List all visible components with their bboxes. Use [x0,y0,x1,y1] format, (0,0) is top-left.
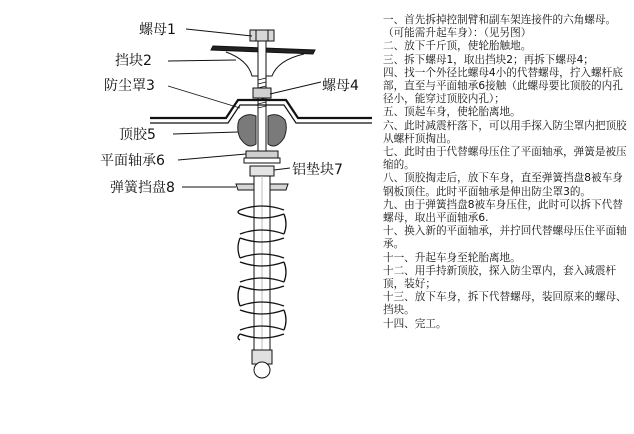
top-rubber5-shape [238,115,256,146]
label-nut4: 螺母4 [322,78,359,94]
step-12: 十二、用手持新顶胶，探入防尘罩内，套入减震杆顶，装好； [383,264,617,291]
label-top-rubber5: 顶胶5 [119,127,156,143]
step-5: 五、顶起车身，使轮胎离地。 [383,106,521,119]
nut1-shape [250,30,274,41]
step-8: 八、顶胶掏走后，放下车身，直至弹簧挡盘8被车身钢板顶住。此时平面轴承是伸出防尘罩3的。 [383,172,623,198]
plane-bearing6-shape [246,151,278,158]
label-plane-bearing6: 平面轴承6 [100,153,165,169]
step-6: 六、此时减震杆落下，可以用手探入防尘罩内把顶胶从螺杆顶掏出。 [383,119,627,145]
step-7: 七、此时由于代替螺母压住了平面轴承，弹簧是被压缩的。 [383,146,627,172]
step-10: 十、换入新的平面轴承，并拧回代替螺母压住平面轴承。 [383,225,627,251]
step-1: 一、首先拆掉控制臂和副车架连接件的六角螺母。（可能需升起车身）：（见另图） [383,14,617,40]
procedure-steps [383,14,628,331]
al-spacer7-shape [250,166,274,176]
step-2: 二、放下千斤顶，使轮胎触地。 [383,40,532,53]
step-13: 十三、放下车身，拆下代替螺母，装回原来的螺母、挡块。 [383,291,627,317]
step-11: 十一、升起车身至轮胎离地。 [383,251,521,264]
step-9: 九、由于弹簧挡盘8被车身压住，此时可以拆下代替螺母，取出平面轴承6. [383,198,623,225]
step-14: 十四、完工。 [383,317,447,330]
bottom-eye [254,362,270,378]
step-4: 四、找一个外径比螺母4小的代替螺母，拧入螺杆底部，直至与平面轴承6接触（此螺母要比顶胶的内孔径小，能穿过顶胶内孔）； [383,66,623,106]
label-nut1: 螺母1 [139,22,176,38]
label-dust-cover3: 防尘罩3 [104,78,155,94]
step-3: 三、拆下螺母1，取出挡块2；再拆下螺母4； [383,53,594,66]
label-stop2: 挡块2 [115,53,152,69]
nut4-shape [253,88,271,98]
label-spring-plate8: 弹簧挡盘8 [110,180,175,196]
label-al-spacer7: 铝垫块7 [292,162,343,178]
